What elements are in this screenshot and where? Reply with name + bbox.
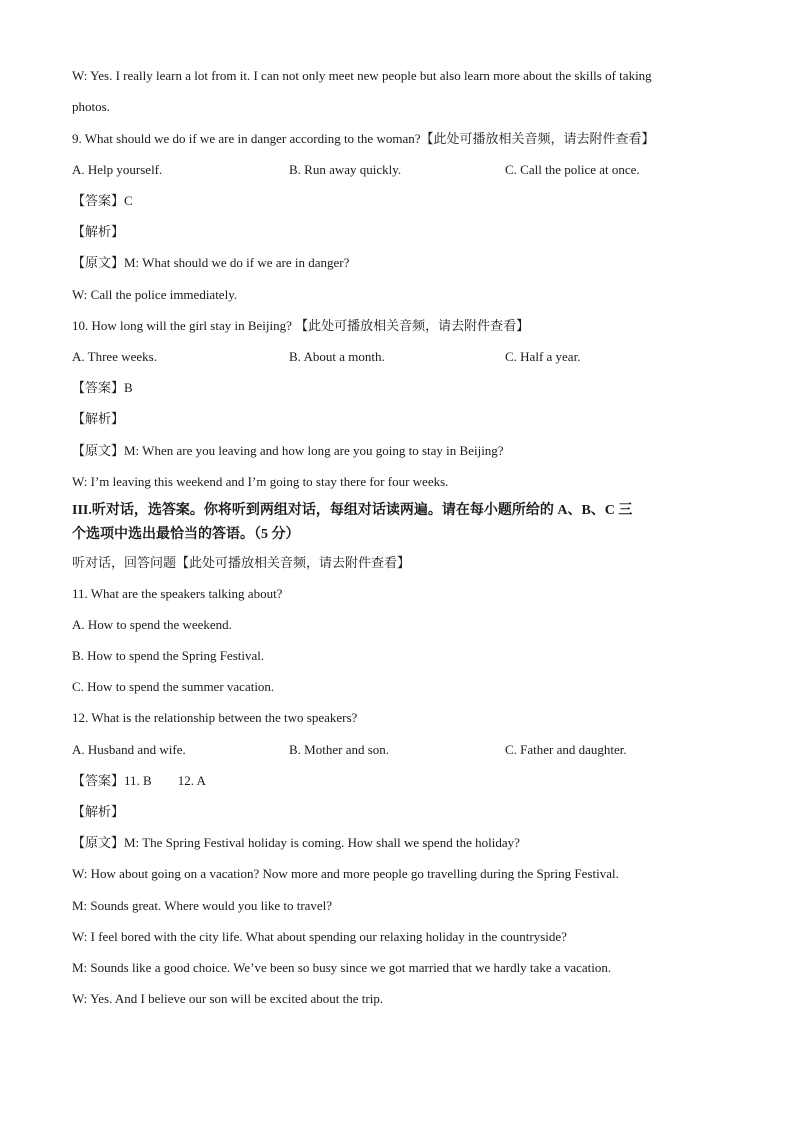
analysis-label-10: 【解析】 bbox=[72, 411, 125, 426]
question-12: 12. What is the relationship between the two speakers? bbox=[72, 710, 358, 725]
question-10: 10. How long will the girl stay in Beijing? 【此处可播放相关音频，请去附件查看】 bbox=[72, 318, 530, 333]
option-9-b: B. Run away quickly. bbox=[289, 162, 402, 177]
analysis-label-11-12: 【解析】 bbox=[72, 804, 125, 819]
analysis-label-9: 【解析】 bbox=[72, 224, 125, 239]
answer-10: 【答案】B bbox=[72, 380, 133, 395]
answer-11-12: 【答案】11. B 12. A bbox=[72, 773, 206, 788]
option-12-c: C. Father and daughter. bbox=[505, 742, 627, 757]
transcript-line: W: Yes. And I believe our son will be excited about the trip. bbox=[72, 991, 384, 1006]
answer-9: 【答案】C bbox=[72, 193, 133, 208]
option-11-a: A. How to spend the weekend. bbox=[72, 617, 232, 632]
transcript-line: W: I feel bored with the city life. What about spending our relaxing holiday in the countryside? bbox=[72, 929, 567, 944]
transcript-line: 【原文】M: The Spring Festival holiday is coming. How shall we spend the holiday? bbox=[72, 835, 520, 850]
option-9-c: C. Call the police at once. bbox=[505, 162, 640, 177]
option-11-b: B. How to spend the Spring Festival. bbox=[72, 648, 265, 663]
transcript-line: W: I’m leaving this weekend and I’m going to stay there for four weeks. bbox=[72, 474, 449, 489]
section-heading: 个选项中选出最恰当的答语。（5 分） bbox=[72, 527, 300, 542]
question-9: 9. What should we do if we are in danger according to the woman?【此处可播放相关音频，请去附件查看】 bbox=[72, 131, 655, 146]
option-10-c: C. Half a year. bbox=[505, 349, 581, 364]
transcript-line: W: Call the police immediately. bbox=[72, 287, 238, 302]
option-10-a: A. Three weeks. bbox=[72, 349, 157, 364]
transcript-line: 【原文】M: What should we do if we are in danger? bbox=[72, 255, 350, 270]
section-heading: III.听对话，选答案。你将听到两组对话，每组对话读两遍。请在每小题所给的 A、B、C 三 bbox=[72, 503, 633, 518]
option-12-b: B. Mother and son. bbox=[289, 742, 390, 757]
transcript-line: M: Sounds great. Where would you like to travel? bbox=[72, 898, 333, 913]
option-9-a: A. Help yourself. bbox=[72, 162, 163, 177]
option-11-c: C. How to spend the summer vacation. bbox=[72, 679, 275, 694]
option-10-b: B. About a month. bbox=[289, 349, 385, 364]
transcript-line: 【原文】M: When are you leaving and how long are you going to stay in Beijing? bbox=[72, 443, 504, 458]
section-intro: 听对话，回答问题【此处可播放相关音频，请去附件查看】 bbox=[72, 555, 411, 570]
transcript-line: M: Sounds like a good choice. We’ve been so busy since we got married that we hardly take a vacation. bbox=[72, 960, 612, 975]
transcript-line: W: How about going on a vacation? Now more and more people go travelling during the Spring Festival. bbox=[72, 866, 619, 881]
question-11: 11. What are the speakers talking about? bbox=[72, 586, 283, 601]
transcript-line: photos. bbox=[72, 99, 110, 114]
transcript-line: W: Yes. I really learn a lot from it. I can not only meet new people but also learn more about the skills of taking bbox=[72, 68, 652, 83]
option-12-a: A. Husband and wife. bbox=[72, 742, 186, 757]
